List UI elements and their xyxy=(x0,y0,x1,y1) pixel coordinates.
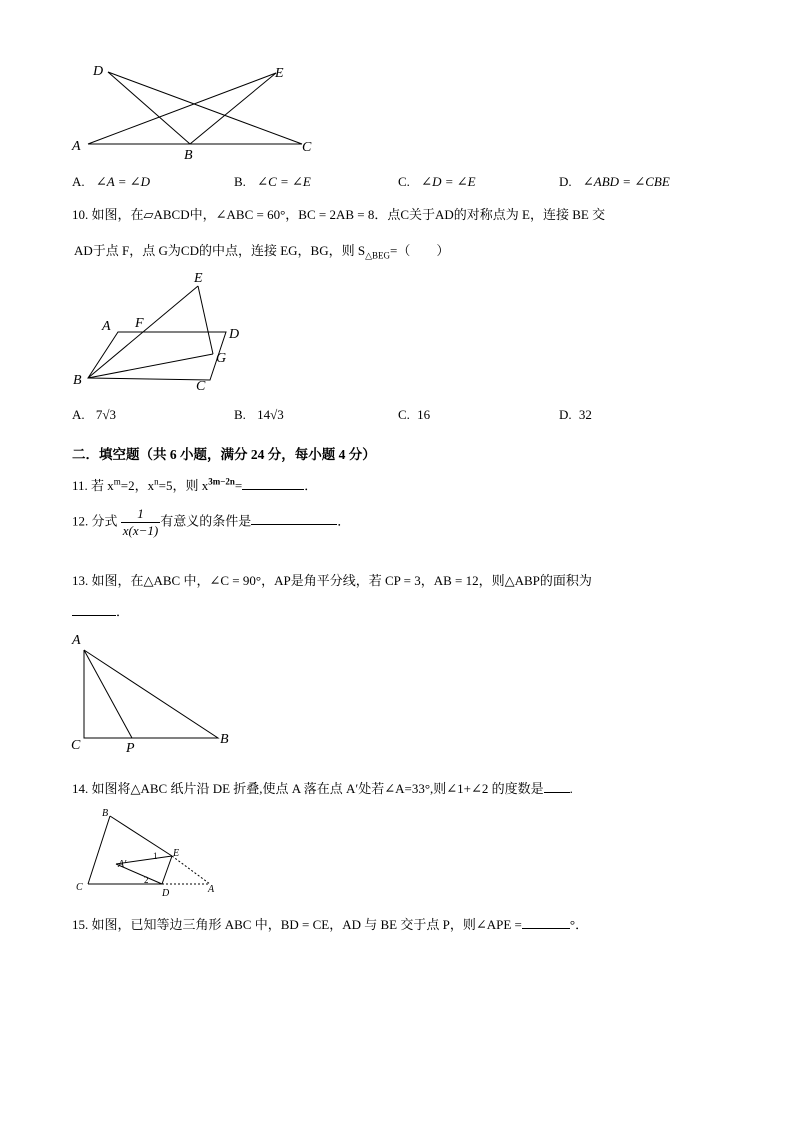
q11-suffix: = xyxy=(234,478,243,493)
triangle-ACB xyxy=(84,650,218,738)
q11-sup-exp: 3m−2n xyxy=(208,476,235,487)
q9-option-a xyxy=(72,174,150,190)
answer-blank[interactable] xyxy=(72,603,116,616)
option-text: ∠A = ∠D xyxy=(95,174,151,189)
fraction xyxy=(121,506,160,539)
q10-option-c xyxy=(398,407,430,423)
label-angle-2: 2 xyxy=(144,875,149,885)
section-heading: 二．填空题（共 6 小题，满分 24 分，每小题 4 分） xyxy=(72,447,376,462)
q15-text: 15. 如图，已知等边三角形 ABC 中，BD = CE，AD 与 BE 交于点 P，则∠APE = xyxy=(72,917,522,932)
segment-ED xyxy=(162,856,172,884)
option-text: 7√3 xyxy=(95,407,117,422)
label-D: D xyxy=(162,888,170,898)
label-E: E xyxy=(275,66,284,81)
q12-prefix: 12. 分式 xyxy=(72,513,118,529)
segment-EA-dashed xyxy=(172,856,210,884)
label-G: G xyxy=(216,351,227,366)
option-text: ∠C = ∠E xyxy=(257,174,311,189)
label-B: B xyxy=(184,148,193,163)
label-E: E xyxy=(194,271,203,286)
label-F: F xyxy=(135,316,144,331)
answer-blank[interactable] xyxy=(242,477,304,490)
label-C: C xyxy=(302,140,312,155)
option-letter: B. xyxy=(234,174,246,189)
option-text: 32 xyxy=(578,407,592,422)
label-D: D xyxy=(93,64,104,79)
segment-AE xyxy=(88,73,276,144)
segment-AP xyxy=(84,650,132,738)
label-angle-1: 1 xyxy=(153,851,158,861)
label-A: A xyxy=(72,633,81,648)
option-text: 16 xyxy=(417,407,431,422)
q13-line2: ． xyxy=(72,601,129,620)
q9-option-d xyxy=(559,174,670,190)
answer-blank[interactable] xyxy=(544,780,570,793)
q15-suffix: °． xyxy=(569,917,589,932)
q13-line1: 13. 如图，在△ABC 中，∠C = 90°，AP是角平分线，若 CP = 3，AB = 12，则△ABP的面积为 xyxy=(72,573,592,588)
q10-line2-a: AD于点 F，点 G为CD的中点，连接 EG，BG，则 S xyxy=(74,243,366,258)
q10-option-d xyxy=(559,407,592,423)
figure-q13 xyxy=(68,628,248,753)
figure-q9 xyxy=(68,60,328,165)
figure-q10 xyxy=(68,266,258,398)
option-letter: C. xyxy=(398,174,410,189)
label-A-prime: A′ xyxy=(118,859,127,870)
label-B: B xyxy=(220,732,229,747)
label-A: A xyxy=(208,884,215,895)
option-text: 14√3 xyxy=(257,407,284,422)
segment-DB xyxy=(108,72,190,144)
label-E: E xyxy=(173,848,180,859)
q10-option-a xyxy=(72,407,116,423)
label-C: C xyxy=(71,738,81,753)
fraction-denominator: x(x−1) xyxy=(122,523,159,538)
q9-option-b xyxy=(234,174,311,190)
answer-blank[interactable] xyxy=(251,512,337,525)
q11-sup-m: m xyxy=(113,476,121,487)
label-A: A xyxy=(102,319,111,334)
parallelogram-ABCD xyxy=(88,332,226,380)
q15 xyxy=(72,914,588,933)
option-text: ∠D = ∠E xyxy=(421,174,476,189)
q11-mid2: =5，则 x xyxy=(158,478,209,493)
option-letter: B. xyxy=(234,407,246,422)
q9-option-c xyxy=(398,174,476,190)
q11-sup-n: n xyxy=(154,476,159,487)
option-letter: D. xyxy=(559,174,572,189)
answer-blank[interactable] xyxy=(522,916,570,929)
segment-BE xyxy=(190,73,276,144)
segment-BE xyxy=(110,816,172,856)
segment-CB xyxy=(88,816,110,884)
label-C: C xyxy=(76,882,83,893)
q11: 11. 若 $x^m=2$，$x^n=5$，则 $x^{3m-2n}=$ ． xyxy=(72,476,318,493)
label-B: B xyxy=(102,808,109,819)
option-letter: D. xyxy=(559,407,572,422)
label-P: P xyxy=(126,741,135,753)
fraction-numerator: 1 xyxy=(121,506,160,523)
segment-DC xyxy=(108,72,302,144)
q14-text: 14. 如图将△ABC 纸片沿 DE 折叠,使点 A 落在点 A′处若∠A=33°,则∠1+∠2 的度数是 xyxy=(72,781,544,796)
q10-line2 xyxy=(74,240,449,262)
q12-suffix: 有意义的条件是 xyxy=(160,513,252,529)
segment-BG xyxy=(88,354,213,378)
q11-prefix: 11. 若 x xyxy=(72,478,114,493)
option-text: ∠ABD = ∠CBE xyxy=(582,174,670,189)
q10-line2-b: =（ ） xyxy=(390,243,450,258)
figure-q14 xyxy=(68,802,228,898)
label-B: B xyxy=(73,373,82,388)
q10-line1: 10. 如图，在▱ABCD中，∠ABC = 60°，BC = 2AB = 8．点C关于AD的对称点为 E，连接 BE 交 xyxy=(72,207,606,222)
q10-option-b xyxy=(234,407,284,423)
option-letter: C. xyxy=(398,407,410,422)
option-letter: A. xyxy=(72,407,85,422)
label-A: A xyxy=(72,139,81,154)
option-letter: A. xyxy=(72,174,85,189)
label-D: D xyxy=(229,327,240,342)
q12: 12. 分式 $\frac{1}{x(x-1)}$ 有意义的条件是 ． xyxy=(72,506,351,538)
q11-mid1: =2，x xyxy=(120,478,155,493)
label-C: C xyxy=(196,379,206,394)
segment-EG xyxy=(198,286,213,354)
q14: 14. 如图将△ABC 纸片沿 DE 折叠,使点 A 落在点 A′处若∠A=33°,则∠1+∠2 的度数是 . xyxy=(72,781,573,796)
q10-sub: △BEG xyxy=(365,250,390,261)
